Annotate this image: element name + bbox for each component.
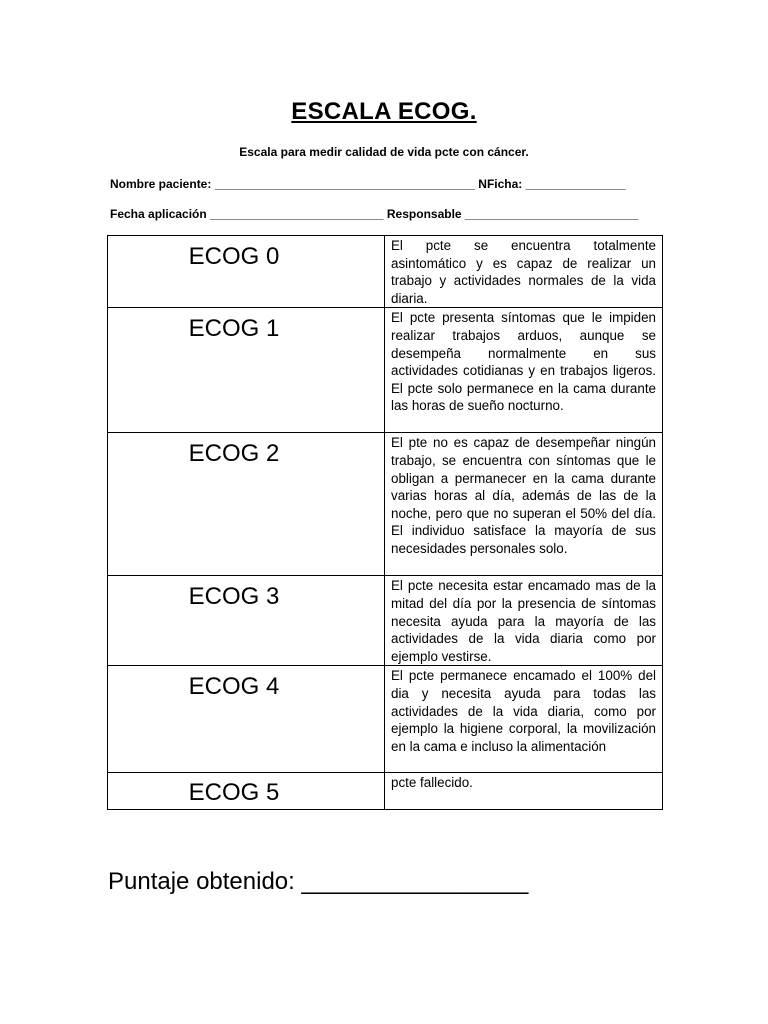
table-row bbox=[108, 433, 663, 576]
ecog-grade-cell bbox=[108, 433, 385, 576]
ecog-grade-cell bbox=[108, 773, 385, 810]
page-subtitle: Escala para medir calidad de vida pcte con cáncer. bbox=[239, 145, 529, 159]
ecog-description-cell bbox=[385, 666, 663, 773]
ecog-grade-label: ECOG 2 bbox=[188, 440, 280, 468]
ecog-description-cell bbox=[385, 576, 663, 666]
page-title: ESCALA ECOG. bbox=[291, 98, 477, 125]
ecog-scale-table bbox=[107, 235, 663, 810]
ecog-grade-label: ECOG 5 bbox=[188, 779, 280, 807]
ecog-description-cell bbox=[385, 308, 663, 433]
ecog-grade-cell bbox=[108, 666, 385, 773]
table-row bbox=[108, 666, 663, 773]
ecog-description: El pte no es capaz de desempeñar ningún trabajo, se encuentra con síntomas que le obligan a permanecer en la cama durante varias horas al día, además de las de la noche, pero que no superan el 50% del día. El individuo satisface la mayoría de sus necesidades personales solo. bbox=[391, 435, 656, 556]
ecog-grade-cell bbox=[108, 236, 385, 308]
ecog-description: El pcte permanece encamado el 100% del dia y necesita ayuda para todas las actividades de la vida diaria, como por ejemplo la higiene corporal, la movilización en la cama e incluso la alimentación bbox=[391, 668, 656, 754]
ecog-description: El pcte presenta síntomas que le impiden realizar trabajos arduos, aunque se desempeña normalmente en sus actividades cotidianas y en trabajos ligeros. El pcte solo permanece en la cama durante las horas de sueño nocturno. bbox=[391, 310, 656, 414]
ecog-description-cell bbox=[385, 236, 663, 308]
ecog-description: El pcte necesita estar encamado mas de la mitad del día por la presencia de síntomas necesita ayuda para la mayoría de las actividades de la vida diaria como por ejemplo vestirse. bbox=[391, 578, 656, 664]
ecog-description-cell bbox=[385, 773, 663, 810]
ecog-description: El pcte se encuentra totalmente asintomático y es capaz de realizar un trabajo y actividades normales de la vida diaria. bbox=[391, 238, 656, 306]
table-row bbox=[108, 773, 663, 810]
ecog-grade-cell bbox=[108, 308, 385, 433]
date-and-responsible-field: Fecha aplicación __________________________ Responsable __________________________ bbox=[110, 207, 639, 221]
ecog-description: pcte fallecido. bbox=[391, 775, 473, 791]
ecog-grade-label: ECOG 1 bbox=[188, 315, 280, 343]
score-field: Puntaje obtenido: _________________ bbox=[108, 868, 529, 895]
table-row bbox=[108, 576, 663, 666]
ecog-grade-label: ECOG 3 bbox=[188, 583, 280, 611]
table-row bbox=[108, 236, 663, 308]
ecog-grade-cell bbox=[108, 576, 385, 666]
table-row bbox=[108, 308, 663, 433]
ecog-description-cell bbox=[385, 433, 663, 576]
ecog-grade-label: ECOG 4 bbox=[188, 673, 280, 701]
ecog-grade-label: ECOG 0 bbox=[188, 243, 280, 270]
patient-name-and-file-field: Nombre paciente: _______________________________________ NFicha: _______________ bbox=[110, 177, 626, 191]
